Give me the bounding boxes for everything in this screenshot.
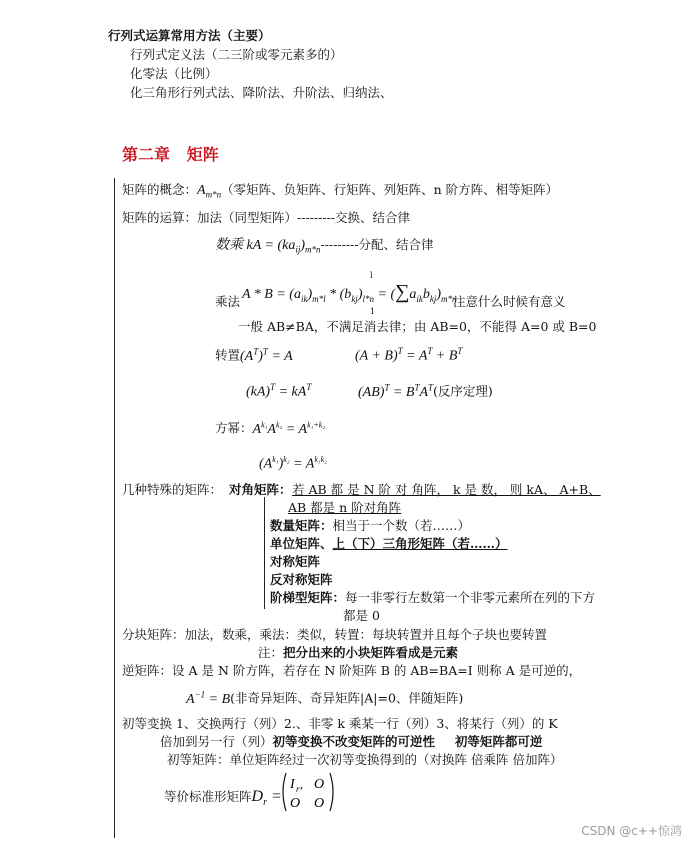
- svg-text:,: ,: [300, 777, 303, 791]
- transpose-line: 转置$(A^T)^T = A$: [215, 346, 293, 364]
- chapter-title: 第二章 矩阵: [122, 145, 219, 164]
- special-bracket: [264, 497, 265, 609]
- symmetric-matrix: 对称矩阵: [270, 554, 321, 569]
- text-line: 行列式定义法（二三阶或零元素多的）: [130, 47, 343, 62]
- transpose-product: $(AB)^T = B^TA^T$(反序定理): [358, 382, 493, 400]
- unit-matrix: 单位矩阵、上（下）三角形矩阵（若……）: [270, 536, 508, 551]
- mult-note: 注意什么时候有意义: [453, 294, 566, 309]
- sum-upper: l: [370, 271, 373, 280]
- svg-text:O: O: [314, 777, 325, 792]
- diag-desc-2: AB 都是 n 阶对角阵: [288, 500, 402, 515]
- scalar-mult: 数乘 kA = $(ka_{ij})_{m*n}---------$分配、结合律: [215, 237, 434, 255]
- text-line: 化三角形行列式法、降阶法、升阶法、归纳法、: [130, 85, 393, 100]
- inverse-matrix: 逆矩阵：设 A 是 N 阶方阵，若存在 N 阶矩阵 B 的 AB=BA=I 则称 A 是可逆的，: [122, 663, 582, 678]
- section-heading: 行列式运算常用方法（主要）: [108, 28, 271, 43]
- mult-label: 乘法: [215, 294, 241, 309]
- svg-text:O: O: [314, 796, 325, 811]
- inverse-formula: $A^{-1} = B$(非奇异矩阵、奇异矩阵|A|=0、伴随矩阵): [186, 689, 464, 707]
- svg-text:I: I: [290, 777, 295, 792]
- mult-rule: 一般 AB≠BA，不满足消去律；由 AB=0，不能得 A=0 或 B=0: [238, 319, 597, 334]
- text-line: 化零法（比例）: [130, 66, 218, 81]
- transpose-scalar: $(kA)^T = kA^T$: [246, 382, 312, 400]
- svg-text:O: O: [290, 796, 301, 811]
- block-matrix: 分块矩阵：加法，数乘，乘法：类似，转置：每块转置并且每个子块也要转置: [122, 627, 548, 642]
- elementary-matrix: 初等矩阵：单位矩阵经过一次初等变换得到的（对换阵 倍乘阵 倍加阵）: [167, 752, 563, 767]
- standard-form: 等价标准形矩阵$D_r$ =: [164, 788, 282, 809]
- diag-desc: 若 AB 都 是 N 阶 对 角阵， k 是 数， 则 kA、 A+B、: [292, 482, 601, 497]
- power-line: 方幂：$A^{k_1}A^{k_2} = A^{k_1+k_2}$: [215, 420, 326, 437]
- matrix-ops: 矩阵的运算：加法（同型矩阵）---------交换、结合律: [122, 210, 411, 225]
- diag-label: 对角矩阵：: [229, 482, 292, 497]
- transpose-sum: $(A + B)^T = A^T + B^T$: [355, 346, 463, 364]
- elementary-ops: 初等变换 1、交换两行（列）2.、非零 k 乘某一行（列）3、将某行（列）的 K: [122, 716, 558, 731]
- watermark: CSDN @c++惊鸿: [581, 824, 682, 838]
- ladder-desc-2: 都是 0: [343, 608, 380, 623]
- elementary-ops-2: 倍加到另一行（列）初等变换不改变矩阵的可逆性 初等矩阵都可逆: [160, 734, 543, 749]
- scalar-matrix: 数量矩阵：相当于一个数（若……）: [270, 518, 471, 533]
- ladder-matrix: 阶梯型矩阵：每一非零行左数第一个非零元素所在列的下方: [270, 590, 596, 605]
- matrix-mult-formula: $A * B = (a_{ik})_{m*l} * (b_{kj})_{l*n} = (\sum a_{ik}b_{kj})_{m*n}$: [242, 281, 457, 304]
- special-label: 几种特殊的矩阵：: [122, 482, 223, 497]
- antisymmetric-matrix: 反对称矩阵: [270, 572, 333, 587]
- power-of-power: $(A^{k_1})^{k_2} = A^{k_1k_2}$: [259, 455, 327, 472]
- block-note: 注：把分出来的小块矩阵看成是元素: [258, 645, 459, 660]
- sum-lower: 1: [370, 307, 376, 316]
- left-bracket-line: [114, 178, 115, 838]
- matrix-concept: 矩阵的概念：$A_{m*n}$（零矩阵、负矩阵、行矩阵、列矩阵、n 阶方阵、相等矩阵）: [122, 182, 559, 200]
- standard-form-matrix: [278, 770, 338, 814]
- svg-text:r: r: [296, 784, 300, 794]
